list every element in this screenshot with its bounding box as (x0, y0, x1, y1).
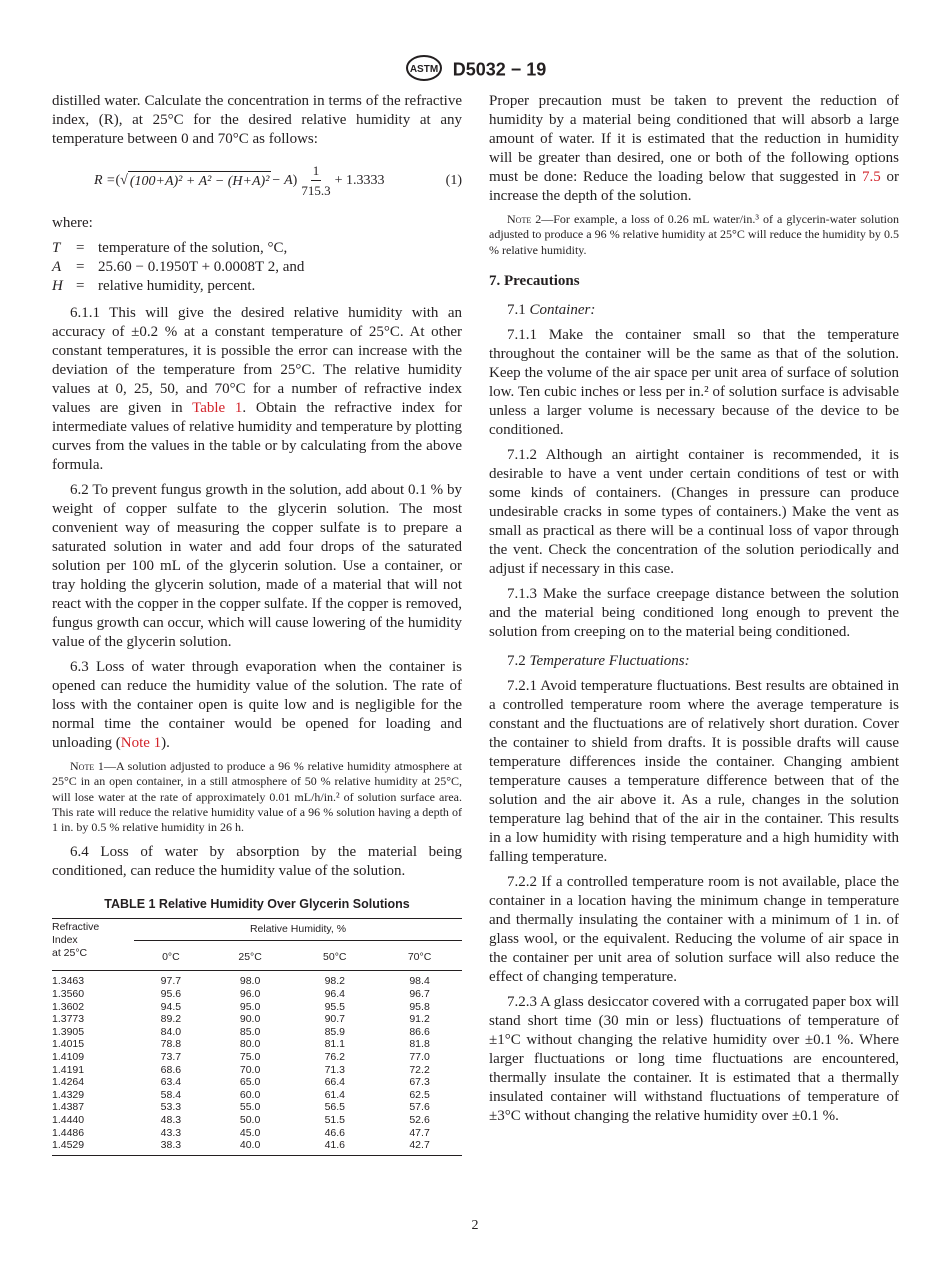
column-header: 70°C (407, 951, 432, 964)
refractive-index-cell: 1.3905 (52, 1025, 85, 1038)
humidity-cell: 47.7 (409, 1126, 430, 1139)
table-row (52, 1026, 462, 1039)
section-7-1-3: 7.1.3 Make the surface creepage distance between the solution and the material being conditioned long enough to prevent the solution from creeping on to the material being conditioned. (489, 585, 899, 640)
fraction: $\frac{1}{715.3}$ (301, 163, 331, 198)
note-2: Note 2—For example, a loss of 0.26 mL water/in.³ of a glycerin-water solution adjusted to produce a 96 % relative humidity at 25°C will reduce the humidity by 0.5 % relative humidity. (489, 212, 899, 257)
humidity-cell: 43.3 (160, 1126, 182, 1139)
table-row (52, 1101, 462, 1114)
humidity-cell: 86.6 (409, 1025, 430, 1038)
humidity-cell: 95.6 (160, 988, 182, 1001)
humidity-cell: 71.3 (324, 1063, 345, 1076)
humidity-cell: 73.7 (160, 1051, 182, 1064)
table-row (52, 1127, 462, 1140)
humidity-cell: 72.2 (409, 1063, 430, 1076)
radicand: (100+A)² + A² − (H+A)² (128, 171, 272, 191)
where-list (52, 239, 304, 296)
humidity-cell: 48.3 (160, 1114, 182, 1127)
humidity-cell: 40.0 (239, 1139, 261, 1152)
humidity-cell: 60.0 (239, 1088, 261, 1101)
section-6-1-1: 6.1.1 This will give the desired relative humidity with an accuracy of ±0.2 % at a constant temperature of 25°C. At other constant temperatures, it is possible the error can increase with the deviation of the temperature from 25°C. The relative humidity values at 0, 25, 50, and 70°C for a number of refractive index values are given in Table 1. Obtain the refractive index for intermediate values of relative humidity and temperature by plotting curves from the values in the table or by calculating from the above formula. (52, 305, 463, 473)
humidity-cell: 41.6 (324, 1139, 345, 1152)
humidity-cell: 55.0 (239, 1101, 261, 1114)
humidity-cell: 81.1 (324, 1038, 345, 1051)
humidity-cell: 68.6 (160, 1063, 182, 1076)
humidity-cell: 89.2 (160, 1013, 182, 1026)
humidity-cell: 76.2 (324, 1051, 345, 1064)
humidity-cell: 94.5 (160, 1000, 182, 1013)
column-header: 50°C (323, 951, 347, 964)
where-item: T = temperature of the solution, °C, (52, 240, 288, 256)
section-heading: 7. Precautions (489, 272, 580, 289)
humidity-cell: 61.4 (324, 1088, 345, 1101)
refractive-index-cell: 1.4015 (52, 1038, 85, 1051)
refractive-index-header: Refractive Index at 25°C (52, 921, 100, 960)
humidity-cell: 84.0 (160, 1025, 182, 1038)
column-header: 25°C (238, 951, 262, 964)
table-row (52, 971, 462, 988)
humidity-cell: 98.4 (409, 975, 430, 988)
table-row (52, 988, 462, 1001)
section-7-5-link[interactable]: 7.5 (861, 169, 881, 185)
humidity-cell: 52.6 (409, 1114, 430, 1127)
humidity-cell: 96.4 (324, 988, 345, 1001)
section-6-4: 6.4 Loss of water by absorption by the material being conditioned, can reduce the humidity value of the solution. (52, 844, 462, 880)
humidity-cell: 96.7 (409, 988, 430, 1001)
humidity-cell: 90.0 (239, 1013, 261, 1026)
note-1-link[interactable]: Note 1 (120, 735, 162, 751)
table-row (52, 1114, 462, 1127)
humidity-cell: 96.0 (239, 988, 261, 1001)
section-7-1-2: 7.1.2 Although an airtight container is recommended, it is desirable to have a vent under certain conditions of test or with some kinds of containers. (Changes in pressure can produce undesirable cracks in some types of containers.) Make the vent as small as practical as there will be a continual loss of vapor through the vent. Check the concentration of the solution periodically and adjust if necessary in this case. (489, 446, 899, 577)
table-row (52, 1076, 462, 1089)
humidity-cell: 56.5 (324, 1101, 345, 1114)
humidity-cell: 85.9 (324, 1025, 345, 1038)
where-item: H = relative humidity, percent. (52, 278, 256, 294)
refractive-index-cell: 1.4329 (52, 1088, 85, 1101)
astm-logo-icon (404, 55, 444, 86)
table-1-caption: TABLE 1 Relative Humidity Over Glycerin Solutions (104, 897, 410, 912)
humidity-cell: 42.7 (409, 1139, 430, 1152)
humidity-cell: 70.0 (239, 1063, 261, 1076)
table-row (52, 1001, 462, 1014)
refractive-index-cell: 1.3463 (52, 975, 85, 988)
section-7-2-2: 7.2.2 If a controlled temperature room is not available, place the container in a location having the minimum change in temperature and thermally insulating the container with a minimum of 1 in. of glass wool, or the equivalent. Reducing the volume of air space in the container per unit area of solution surface will also reduce the effect of changing temperature. (489, 873, 899, 985)
humidity-cell: 81.8 (409, 1038, 430, 1051)
designation: D5032 − 19 (452, 59, 547, 80)
sqrt-sign-icon: (√ (115, 173, 128, 188)
humidity-cell: 97.7 (160, 975, 182, 988)
humidity-cell: 53.3 (160, 1101, 182, 1114)
section-7-2-1: 7.2.1 Avoid temperature fluctuations. Best results are obtained in a controlled temperature room where the average temperature is constant and the fluctuations are of relatively short duration. Cover the container to shield from drafts. It is possible drafts will cause temperature differences inside the container. Changing ambient temperature causes a temperature difference between that of the solution and the air above it. As a rule, changes in the solution temperature lag behind that of the air in the container. This results in a low humidity with rising temperature and a high humidity with falling temperature. (489, 677, 899, 865)
section-6-3: 6.3 Loss of water through evaporation when the container is opened can reduce the humidity value of the solution. The rate of loss with the container open is quite low and is negligible for the normal time the container would be opened for loading and unloading (Note 1). (52, 659, 462, 751)
section-7-1-1: 7.1.1 Make the container small so that the temperature throughout the container will be the same as that of the solution. Keep the volume of the air space per unit area of surface of solution low. Ten cubic inches or less per in.² of solution surface is advisable unless a larger volume is necessary because of the device to be conditioned. (489, 326, 899, 438)
refractive-index-cell: 1.4486 (52, 1126, 85, 1139)
relative-humidity-header: Relative Humidity, % (134, 919, 462, 941)
section-7-1: 7.1 Container: (507, 301, 596, 318)
note-1: Note 1—A solution adjusted to produce a 96 % relative humidity atmosphere at 25°C in an open container, in a still atmosphere of 50 % relative humidity at 25°C, will lose water at the rate of approximately 0.01 mL/h/in.² of solution surface area. This rate will reduce the relative humidity value of a 96 % solution having a depth of 1 in. by 0.5 % relative humidity in 26 h. (52, 759, 462, 835)
where-item: A = 25.60 − 0.1950T + 0.0008T 2, and (52, 259, 305, 275)
column-header: 0°C (162, 951, 180, 964)
refractive-index-cell: 1.4264 (52, 1076, 85, 1089)
humidity-cell: 58.4 (160, 1088, 182, 1101)
humidity-cell: 46.6 (324, 1126, 345, 1139)
humidity-cell: 45.0 (239, 1126, 261, 1139)
humidity-cell: 38.3 (160, 1139, 182, 1152)
refractive-index-cell: 1.4387 (52, 1101, 85, 1114)
table-row (52, 1013, 462, 1026)
table-row (52, 1064, 462, 1077)
refractive-index-cell: 1.4191 (52, 1063, 85, 1076)
humidity-cell: 51.5 (324, 1114, 345, 1127)
table-row (52, 1038, 462, 1051)
page-number: 2 (471, 1218, 479, 1233)
equation-number: (1) (445, 173, 462, 188)
humidity-cell: 66.4 (324, 1076, 345, 1089)
equation-1: R = (√ (100+A)² + A² − (H+A)² − A ) $\frac{1}{715.3}$ + 1.3333 (1) (94, 163, 462, 198)
humidity-cell: 77.0 (409, 1051, 430, 1064)
table-row (52, 1051, 462, 1064)
humidity-cell: 62.5 (409, 1088, 430, 1101)
section-6-2: 6.2 To prevent fungus growth in the solution, add about 0.1 % by weight of copper sulfate to the glycerin solution. The most convenient way of measuring the copper sulfate is to prepare a saturated solution in water and add four drops of the saturated solution per 100 mL of the glycerin solution. Use a container, or tray holding the glycerin solution, made of a material that will not react with the copper in the copper sulfate. If the copper is removed, fungus growth can occur, which will cause lowering of the humidity value of the glycerin solution. (52, 482, 462, 650)
svg-text:ASTM: ASTM (409, 64, 438, 75)
table-1 (52, 918, 462, 1155)
section-7-2-3: 7.2.3 A glass desiccator covered with a corrugated paper box will stand short time (30 min or less) fluctuations of temperature of ±1°C without changing the relative humidity over ±0.1 %. Where larger fluctuations or long time fluctuations are encountered, thermally insulate the container. It is estimated that a thermally insulated container will withstand fluctuations of temperature of ±3°C without changing the relative humidity over ±0.1 %. (489, 993, 899, 1124)
humidity-cell: 67.3 (409, 1076, 430, 1089)
humidity-cell: 80.0 (239, 1038, 261, 1051)
humidity-cell: 65.0 (239, 1076, 261, 1089)
humidity-cell: 95.5 (324, 1000, 345, 1013)
refractive-index-cell: 1.4529 (52, 1139, 85, 1152)
table-1-link[interactable]: Table 1 (192, 400, 243, 416)
humidity-cell: 95.0 (239, 1000, 261, 1013)
refractive-index-cell: 1.3560 (52, 988, 85, 1001)
section-7-2: 7.2 Temperature Fluctuations: (507, 652, 690, 669)
table-row (52, 1139, 462, 1155)
refractive-index-cell: 1.4109 (52, 1051, 85, 1064)
where-label: where: (52, 215, 93, 231)
humidity-cell: 98.2 (324, 975, 345, 988)
humidity-cell: 63.4 (160, 1076, 182, 1089)
refractive-index-cell: 1.3602 (52, 1000, 85, 1013)
humidity-cell: 98.0 (239, 975, 261, 988)
humidity-cell: 75.0 (239, 1051, 261, 1064)
humidity-cell: 95.8 (409, 1000, 430, 1013)
humidity-cell: 57.6 (409, 1101, 430, 1114)
paragraph: distilled water. Calculate the concentration in terms of the refractive index, (R), at 25°C for the desired relative humidity at any temperature between 0 and 70°C as follows: (52, 93, 462, 147)
refractive-index-cell: 1.3773 (52, 1013, 85, 1026)
refractive-index-cell: 1.4440 (52, 1114, 85, 1127)
paragraph: Proper precaution must be taken to prevent the reduction of humidity by a material being conditioned that will absorb a large amount of water. If it is estimated that the reduction in humidity will be greater than desired, one or both of the following options must be done: Reduce the loading below that suggested in 7.5 or increase the depth of the solution. (489, 93, 899, 204)
table-row (52, 1089, 462, 1102)
left-column (52, 92, 462, 1156)
humidity-cell: 78.8 (160, 1038, 182, 1051)
humidity-cell: 50.0 (239, 1114, 261, 1127)
humidity-cell: 85.0 (239, 1025, 261, 1038)
humidity-cell: 91.2 (409, 1013, 430, 1026)
right-column (489, 92, 899, 1132)
page-header (0, 55, 950, 86)
humidity-cell: 90.7 (324, 1013, 345, 1026)
